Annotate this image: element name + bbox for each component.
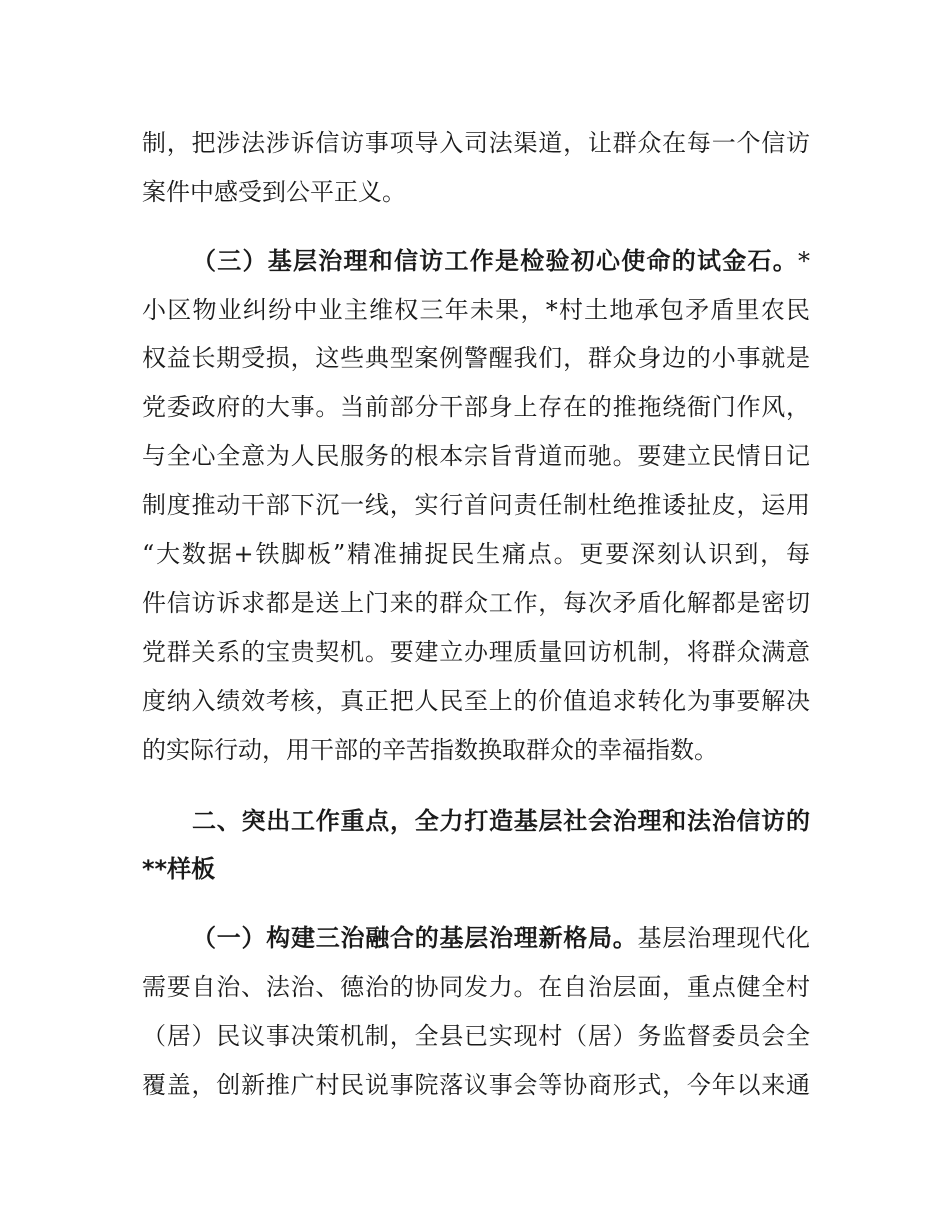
paragraph-2-line-1 — [192, 246, 810, 276]
section-heading-2-line-2: **样板 — [142, 855, 216, 883]
paragraph-2-line-9: 党群关系的宝贵契机。要建立办理质量回访机制，将群众满意 — [142, 638, 810, 666]
paragraph-3-line-1-rest: 基层治理现代化 — [637, 924, 810, 952]
paragraph-1-line-1: 制，把涉法涉诉信访事项导入司法渠道，让群众在每一个信访 — [142, 129, 810, 157]
paragraph-2-line-5: 与全心全意为人民服务的根本宗旨背道而驰。要建立民情日记 — [142, 442, 810, 470]
paragraph-2-line-4: 党委政府的大事。当前部分干部身上存在的推拖绕衙门作风， — [142, 393, 810, 421]
paragraph-2-line-6: 制度推动干部下沉一线，实行首问责任制杜绝推诿扯皮，运用 — [142, 491, 810, 519]
paragraph-2-subheading: （三）基层治理和信访工作是检验初心使命的试金石。 — [192, 247, 798, 275]
paragraph-2-line-3: 权益长期受损，这些典型案例警醒我们，群众身边的小事就是 — [142, 344, 810, 372]
paragraph-2-line-7: “大数据+铁脚板”精准捕捉民生痛点。更要深刻认识到，每 — [142, 540, 810, 568]
section-heading-2-line-1: 二、突出工作重点，全力打造基层社会治理和法治信访的 — [192, 807, 810, 835]
paragraph-2-line-10: 度纳入绩效考核，真正把人民至上的价值追求转化为事要解决 — [142, 687, 810, 715]
paragraph-2-line-2: 小区物业纠纷中业主维权三年未果，*村土地承包矛盾里农民 — [142, 296, 810, 324]
paragraph-3-line-4: 覆盖，创新推广村民说事院落议事会等协商形式，今年以来通 — [142, 1071, 810, 1099]
paragraph-3-line-2: 需要自治、法治、德治的协同发力。在自治层面，重点健全村 — [142, 973, 810, 1001]
paragraph-3-subheading: （一）构建三治融合的基层治理新格局。 — [192, 924, 638, 952]
paragraph-3-line-1 — [192, 923, 810, 953]
paragraph-1-line-2: 案件中感受到公平正义。 — [142, 178, 406, 206]
paragraph-3-line-3: （居）民议事决策机制，全县已实现村（居）务监督委员会全 — [142, 1022, 810, 1050]
paragraph-2-line-11: 的实际行动，用干部的辛苦指数换取群众的幸福指数。 — [142, 736, 718, 764]
paragraph-2-line-1-rest: * — [798, 247, 810, 275]
paragraph-2-line-8: 件信访诉求都是送上门来的群众工作，每次矛盾化解都是密切 — [142, 589, 810, 617]
